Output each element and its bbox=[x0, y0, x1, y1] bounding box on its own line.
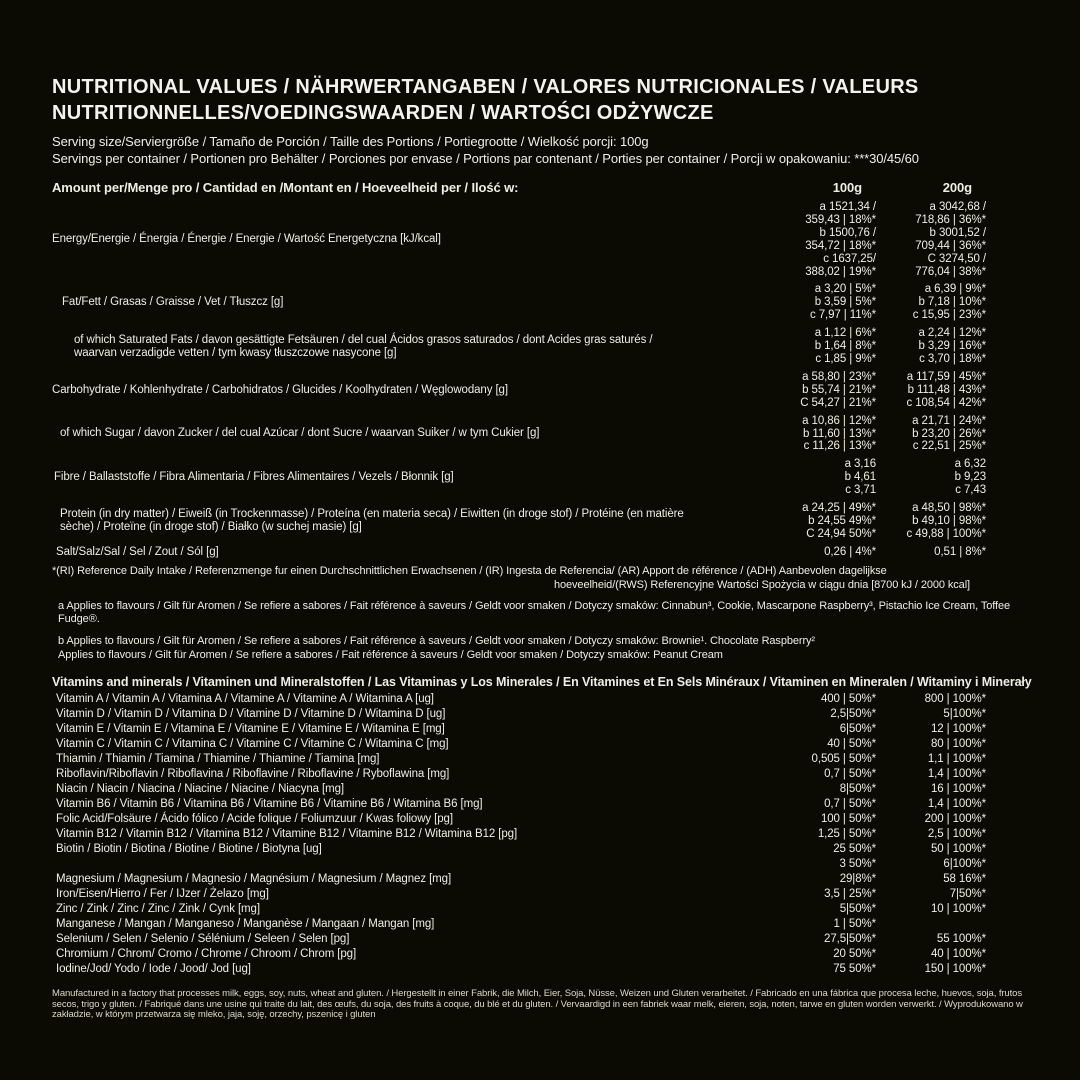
nutrient-label: Fibre / Ballaststoffe / Fibra Alimentaria / Fibres Alimentaires / Vezels / Błonnik [g] bbox=[54, 471, 454, 484]
vitamin-label: Iron/Eisen/Hierro / Fer / IJzer / Żelazo [mg] bbox=[56, 887, 269, 900]
vitamin-value-100g: 20 50%* bbox=[833, 947, 876, 960]
vitamin-row bbox=[52, 812, 986, 827]
vitamin-label: Vitamin B6 / Vitamin B6 / Vitamina B6 / Vitamine B6 / Vitamine B6 / Witamina B6 [mg] bbox=[56, 797, 483, 810]
serving-info bbox=[52, 134, 1036, 167]
servings-per-container-line: Servings per container / Portionen pro Behälter / Porciones por envase / Portions par contenant / Porties per container / Porcji w opakowaniu: ***30/45/60 bbox=[52, 150, 919, 166]
table-row bbox=[52, 502, 986, 541]
vitamin-value-200g: 55 100%* bbox=[936, 932, 986, 945]
values-100g bbox=[726, 458, 876, 497]
vitamin-value-200g: 5|100%* bbox=[943, 707, 986, 720]
value-200g-line: b 49,10 | 98%* bbox=[912, 514, 986, 527]
vitamin-row bbox=[52, 752, 986, 767]
value-100g-line: 388,02 | 19%* bbox=[805, 265, 876, 278]
vitamin-value-200g: 58 16%* bbox=[943, 872, 986, 885]
vitamin-value-200g: 1,1 | 100%* bbox=[927, 752, 986, 765]
value-100g-line: a 24,25 | 49%* bbox=[802, 502, 876, 515]
vitamin-row bbox=[52, 932, 986, 947]
value-100g-line: c 1,85 | 9%* bbox=[815, 352, 876, 365]
reference-intake-line1: *(RI) Reference Daily Intake / Referenzmenge fur einen Durchschnittlichen Erwachsenen / (IR) Ingesta de Referencia/ (AR) Apport de référence / (ADH) Aanbevolen dagelijkse bbox=[52, 564, 887, 577]
vitamin-row bbox=[52, 872, 986, 887]
value-100g-line: c 11,26 | 13%* bbox=[803, 440, 876, 453]
vitamin-value-100g: 6|50%* bbox=[839, 722, 876, 735]
vitamin-value-200g: 50 | 100%* bbox=[930, 842, 986, 855]
vitamin-value-200g: 2,5 | 100%* bbox=[927, 827, 986, 840]
vitamin-value-100g: 0,7 | 50%* bbox=[824, 797, 876, 810]
value-200g-line: 709,44 | 36%* bbox=[915, 239, 986, 252]
vitamin-row bbox=[52, 737, 986, 752]
value-200g-line: b 9,23 bbox=[954, 471, 986, 484]
values-200g bbox=[876, 371, 986, 410]
value-200g-line: a 6,32 bbox=[954, 458, 986, 471]
nutrient-label: Protein (in dry matter) / Eiweiß (in Trockenmasse) / Proteína (en materia seca) / Eiwitten (in droge stof) / Protéine (en matière sèche) / Proteïne (in droge stof) / Białko (w suchej masie) [g] bbox=[60, 508, 684, 534]
flavour-footnote-b: b Applies to flavours / Gilt für Aromen / Se refiere a sabores / Fait référence à saveurs / Geldt voor smaken / Dotyczy smaków: Brownie¹. Chocolate Raspberry² bbox=[58, 634, 815, 647]
vitamins-rows bbox=[52, 692, 986, 977]
value-200g-line: b 111,48 | 43%* bbox=[907, 383, 986, 396]
vitamins-section-header: Vitamins and minerals / Vitaminen und Mineralstoffen / Las Vitaminas y Los Minerales / En Vitamines et En Sels Minéraux / Vitaminen en Mineralen / Witaminy i Minerały bbox=[52, 674, 1032, 689]
vitamin-value-200g: 6|100%* bbox=[943, 857, 986, 870]
vitamin-label: Vitamin D / Vitamin D / Vitamina D / Vitamine D / Vitamine D / Witamina D [ug] bbox=[56, 707, 446, 720]
value-100g-line: b 1,64 | 8%* bbox=[814, 340, 876, 353]
values-200g bbox=[876, 415, 986, 454]
vitamin-row bbox=[52, 887, 986, 902]
vitamin-value-200g: 80 | 100%* bbox=[930, 737, 986, 750]
table-row bbox=[52, 415, 986, 454]
vitamin-label: Chromium / Chrom/ Cromo / Chrome / Chroom / Chrom [pg] bbox=[56, 947, 357, 960]
vitamin-value-100g: 3,5 | 25%* bbox=[824, 887, 876, 900]
value-200g-line: c 3,70 | 18%* bbox=[919, 352, 986, 365]
vitamin-label: Riboflavin/Riboflavin / Riboflavina / Riboflavine / Riboflavine / Ryboflawina [mg] bbox=[56, 767, 450, 780]
vitamin-value-100g: 75 50%* bbox=[833, 962, 876, 975]
value-100g-line: b 11,60 | 13%* bbox=[803, 427, 876, 440]
value-100g-line: b 1500,76 / bbox=[819, 226, 876, 239]
value-100g-line: a 1521,34 / bbox=[819, 201, 876, 213]
vitamin-value-200g: 1,4 | 100%* bbox=[927, 797, 986, 810]
vitamin-label: Biotin / Biotin / Biotina / Biotine / Biotine / Biotyna [ug] bbox=[56, 842, 322, 855]
vitamin-label: Niacin / Niacin / Niacina / Niacine / Niacine / Niacyna [mg] bbox=[56, 782, 345, 795]
vitamin-value-100g: 2,5|50%* bbox=[830, 707, 876, 720]
table-row bbox=[52, 458, 986, 497]
vitamin-label: Magnesium / Magnesium / Magnesio / Magnésium / Magnesium / Magnez [mg] bbox=[56, 872, 452, 885]
vitamin-value-100g: 40 | 50%* bbox=[827, 737, 876, 750]
nutrient-label: Fat/Fett / Grasas / Graisse / Vet / Tłuszcz [g] bbox=[62, 296, 284, 309]
value-100g-line: a 1,12 | 6%* bbox=[814, 327, 876, 340]
nutrient-label: Salt/Salz/Sal / Sel / Zout / Sól [g] bbox=[56, 545, 219, 558]
reference-intake-line2: hoeveelheid/(RWS) Referencyjne Wartości Spożycia w ciągu dnia [8700 kJ / 2000 kcal] bbox=[553, 578, 970, 591]
vitamin-row bbox=[52, 767, 986, 782]
vitamin-row bbox=[52, 692, 986, 707]
value-100g-line: 359,43 | 18%* bbox=[805, 213, 876, 226]
value-100g-line: C 24,94 50%* bbox=[806, 527, 876, 540]
vitamin-row bbox=[52, 782, 986, 797]
vitamin-row bbox=[52, 722, 986, 737]
vitamin-label: Vitamin E / Vitamin E / Vitamina E / Vitamine E / Vitamine E / Witamina E [mg] bbox=[56, 722, 445, 735]
values-100g bbox=[726, 415, 876, 454]
reference-intake-note bbox=[52, 564, 1036, 592]
values-100g bbox=[726, 327, 876, 366]
vitamin-label: Folic Acid/Folsäure / Ácido fólico / Acide folique / Foliumzuur / Kwas foliowy [pg] bbox=[56, 812, 453, 825]
page-title: NUTRITIONAL VALUES / NÄHRWERTANGABEN / VALORES NUTRICIONALES / VALEURS NUTRITIONNELLES/VOEDINGSWAARDEN / WARTOŚCI ODŻYWCZE bbox=[52, 76, 919, 124]
value-200g-line: 0,51 | 8%* bbox=[934, 545, 986, 558]
vitamin-value-100g: 8|50%* bbox=[839, 782, 876, 795]
vitamin-value-100g: 3 50%* bbox=[839, 857, 876, 870]
vitamin-label: Vitamin A / Vitamin A / Vitamina A / Vitamine A / Vitamine A / Witamina A [ug] bbox=[56, 692, 434, 705]
values-200g bbox=[876, 201, 986, 278]
value-100g-line: a 10,86 | 12%* bbox=[802, 414, 876, 427]
value-200g-line: a 48,50 | 98%* bbox=[912, 502, 986, 515]
vitamin-value-100g: 0,505 | 50%* bbox=[811, 752, 876, 765]
values-200g bbox=[876, 283, 986, 322]
serving-size-line: Serving size/Serviergröße / Tamaño de Porción / Taille des Portions / Portiegrootte / Wielkość porcji: 100g bbox=[52, 134, 649, 149]
value-200g-line: c 7,43 bbox=[955, 484, 986, 497]
vitamin-value-100g: 100 | 50%* bbox=[820, 812, 876, 825]
value-100g-line: C 54,27 | 21%* bbox=[800, 396, 876, 409]
vitamin-row bbox=[52, 707, 986, 722]
vitamin-value-100g: 27,5|50%* bbox=[824, 932, 876, 945]
vitamin-value-200g: 7|50%* bbox=[949, 887, 986, 900]
values-100g bbox=[726, 546, 876, 559]
vitamin-value-200g: 200 | 100%* bbox=[924, 812, 986, 825]
nutrition-table bbox=[52, 180, 986, 559]
value-100g-line: b 4,61 bbox=[844, 471, 876, 484]
vitamin-value-100g: 5|50%* bbox=[839, 902, 876, 915]
values-200g bbox=[876, 458, 986, 497]
nutrient-rows bbox=[52, 201, 986, 559]
table-row bbox=[52, 546, 986, 559]
vitamin-value-200g: 800 | 100%* bbox=[924, 692, 986, 705]
value-200g-line: a 2,24 | 12%* bbox=[918, 327, 986, 340]
column-header-200g: 200g bbox=[942, 180, 972, 195]
value-100g-line: a 3,20 | 5%* bbox=[814, 283, 876, 296]
value-200g-line: c 15,95 | 23%* bbox=[912, 309, 986, 322]
values-200g bbox=[876, 546, 986, 559]
vitamin-value-100g: 29|8%* bbox=[839, 872, 876, 885]
vitamin-value-100g: 0,7 | 50%* bbox=[824, 767, 876, 780]
vitamin-row bbox=[52, 797, 986, 812]
value-200g-line: b 3,29 | 16%* bbox=[918, 340, 986, 353]
value-100g-line: c 3,71 bbox=[845, 484, 876, 497]
flavour-footnote-a: a Applies to flavours / Gilt für Aromen / Se refiere a sabores / Fait référence à saveurs / Geldt voor smaken / Dotyczy smaków: Cinnabun³, Cookie, Mascarpone Raspberry³, Pistachio Ice Cream, Toffee Fudge®. bbox=[58, 599, 1010, 626]
values-100g bbox=[726, 371, 876, 410]
value-200g-line: b 3001,52 / bbox=[929, 226, 986, 239]
value-200g-line: a 117,59 | 45%* bbox=[906, 370, 986, 383]
vitamin-label: Selenium / Selen / Selenio / Sélénium / Seleen / Selen [pg] bbox=[56, 932, 350, 945]
vitamin-value-200g: 1,4 | 100%* bbox=[927, 767, 986, 780]
nutrient-label: Energy/Energie / Énergia / Énergie / Energie / Wartość Energetyczna [kJ/kcal] bbox=[52, 233, 441, 246]
value-100g-line: b 55,74 | 21%* bbox=[802, 383, 876, 396]
vitamin-label: Iodine/Jod/ Yodo / Iode / Jood/ Jod [ug] bbox=[56, 962, 251, 975]
value-200g-line: C 3274,50 / bbox=[927, 252, 986, 265]
values-100g bbox=[726, 283, 876, 322]
vitamin-value-200g: 12 | 100%* bbox=[930, 722, 986, 735]
allergen-notice: Manufactured in a factory that processes milk, eggs, soy, nuts, wheat and gluten. / Hergestellt in einer Fabrik, die Milch, Eier, Soja, Nüsse, Weizen und Gluten verarbeitet. / Fabricado en una fábrica que procesa leche, huevos, soja, frutos secos, trigo y gluten. / Fabriqué dans une usine qui traite du lait, des œufs, du soja, des fruits à coque, du blé et du gluten. / Vervaardigd in een fabriek waar melk, eieren, soja, noten, tarwe en gluten worden verwerkt. / Wyprodukowano w zakładzie, w którym przetwarza się mleko, jaja, soję, orzechy, pszenicę i gluten bbox=[52, 987, 1023, 1021]
vitamin-row bbox=[52, 917, 986, 932]
value-200g-line: c 49,88 | 100%* bbox=[906, 527, 986, 540]
value-100g-line: b 24,55 49%* bbox=[808, 514, 876, 527]
table-header-row bbox=[52, 180, 986, 195]
value-100g-line: a 3,16 bbox=[844, 458, 876, 471]
value-200g-line: a 3042,68 / bbox=[929, 201, 986, 213]
value-100g-line: c 1637,25/ bbox=[823, 252, 876, 265]
values-100g bbox=[726, 502, 876, 541]
table-row bbox=[52, 283, 986, 322]
value-200g-line: a 6,39 | 9%* bbox=[924, 283, 986, 296]
value-200g-line: 776,04 | 38%* bbox=[915, 265, 986, 278]
value-200g-line: c 22,51 | 25%* bbox=[912, 440, 986, 453]
value-100g-line: 354,72 | 18%* bbox=[805, 239, 876, 252]
vitamin-label: Manganese / Mangan / Manganeso / Manganèse / Mangaan / Mangan [mg] bbox=[56, 917, 435, 930]
vitamin-label: Vitamin C / Vitamin C / Vitamina C / Vitamine C / Vitamine C / Witamina C [mg] bbox=[56, 737, 449, 750]
vitamin-row bbox=[52, 962, 986, 977]
nutrient-label: of which Saturated Fats / davon gesättigte Fetsäuren / del cual Ácidos grasos saturados / dont Acides gras saturés / waarvan verzadigde vetten / tym kwasy tłuszczowe nasycone [g] bbox=[74, 333, 653, 359]
vitamin-row bbox=[52, 902, 986, 917]
value-100g-line: c 7,97 | 11%* bbox=[809, 309, 876, 322]
value-200g-line: c 108,54 | 42%* bbox=[906, 396, 986, 409]
vitamin-row bbox=[52, 857, 986, 872]
vitamin-value-200g: 16 | 100%* bbox=[930, 782, 986, 795]
table-row bbox=[52, 371, 986, 410]
vitamin-label: Zinc / Zink / Zinc / Zinc / Zink / Cynk [mg] bbox=[56, 902, 260, 915]
value-200g-line: 718,86 | 36%* bbox=[915, 213, 986, 226]
values-100g bbox=[726, 201, 876, 278]
values-200g bbox=[876, 327, 986, 366]
vitamin-row bbox=[52, 842, 986, 857]
value-100g-line: b 3,59 | 5%* bbox=[814, 296, 876, 309]
table-row bbox=[52, 327, 986, 366]
vitamin-label: Vitamin B12 / Vitamin B12 / Vitamina B12 / Vitamine B12 / Vitamine B12 / Witamina B12 [pg] bbox=[56, 827, 518, 840]
vitamin-value-100g: 25 50%* bbox=[833, 842, 876, 855]
values-200g bbox=[876, 502, 986, 541]
vitamin-value-100g: 1,25 | 50%* bbox=[817, 827, 876, 840]
vitamin-value-100g: 400 | 50%* bbox=[820, 692, 876, 705]
table-row bbox=[52, 201, 986, 278]
value-200g-line: a 21,71 | 24%* bbox=[912, 414, 986, 427]
vitamin-value-100g: 1 | 50%* bbox=[833, 917, 876, 930]
column-header-100g: 100g bbox=[832, 180, 862, 195]
vitamin-value-200g: 10 | 100%* bbox=[930, 902, 986, 915]
vitamin-label: Thiamin / Thiamin / Tiamina / Thiamine / Thiamine / Tiamina [mg] bbox=[56, 752, 380, 765]
value-100g-line: a 58,80 | 23%* bbox=[802, 370, 876, 383]
vitamin-row bbox=[52, 947, 986, 962]
value-100g-line: 0,26 | 4%* bbox=[824, 545, 876, 558]
value-200g-line: b 23,20 | 26%* bbox=[912, 427, 986, 440]
vitamin-row bbox=[52, 827, 986, 842]
vitamin-value-200g: 40 | 100%* bbox=[930, 947, 986, 960]
vitamin-value-200g: 150 | 100%* bbox=[924, 962, 986, 975]
value-200g-line: b 7,18 | 10%* bbox=[918, 296, 986, 309]
flavour-footnote-c: Applies to flavours / Gilt für Aromen / Se refiere a sabores / Fait référence à saveurs / Geldt voor smaken / Dotyczy smaków: Peanut Cream bbox=[58, 649, 723, 662]
nutrient-label: of which Sugar / davon Zucker / del cual Azúcar / dont Sucre / waarvan Suiker / w tym Cukier [g] bbox=[60, 427, 540, 440]
nutrient-label: Carbohydrate / Kohlenhydrate / Carbohidratos / Glucides / Koolhydraten / Węglowodany [g] bbox=[52, 383, 508, 396]
amount-per-label: Amount per/Menge pro / Cantidad en /Montant en / Hoeveelheid per / Ilość w: bbox=[52, 180, 519, 195]
